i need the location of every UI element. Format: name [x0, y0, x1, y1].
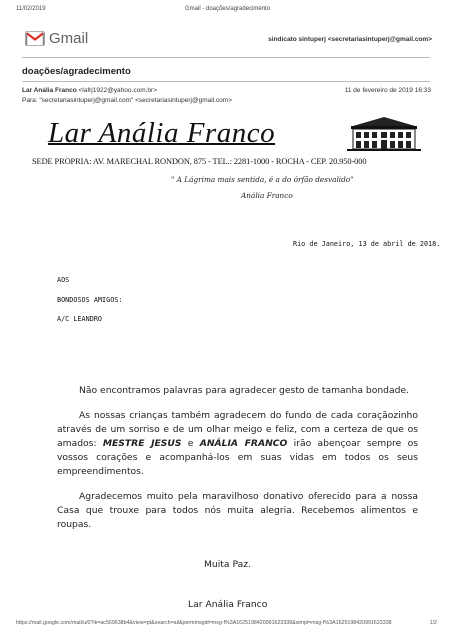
letterhead-motto: " A Lágrima mais sentida, é a do órfão desvalido": [171, 175, 354, 184]
header-divider: [22, 57, 430, 58]
email-date: 11 de fevereiro de 2019 16:33: [344, 87, 431, 94]
sender-line: [22, 87, 157, 94]
addressee-line-3: A/C LEANDRO: [57, 315, 103, 323]
building-logo-icon: [345, 116, 423, 152]
letter-date: Rio de Janeiro, 13 de abril de 2018.: [293, 240, 441, 248]
footer-url[interactable]: https://mail.google.com/mail/u/0?ik=ac569638b4&view=pt&search=all&permmsgid=msg-f%3A1625198420991623338&simpl=msg-f%3A1625198420991623338: [16, 620, 392, 626]
gmail-envelope-icon: [25, 31, 45, 46]
sender-name: Lar Anália Franco: [22, 87, 77, 94]
paragraph-3: Agradecemos muito pela maravilhoso donativo oferecido para a nossa Casa que trouxe para todos nós muita alegria. Recebemos alimentos e roupas.: [57, 491, 418, 530]
paragraph-2-text-b: irão abençoar sempre os vossos corações e acompanhá-los em suas vidas em todos os seus empreendimentos.: [57, 438, 418, 477]
sender-address: <lafrj1922@yahoo.com.br>: [78, 87, 157, 94]
letterhead-title: Lar Anália Franco: [48, 117, 276, 149]
recipient-line: Para: "secretariasintuperj@gmail.com" <secretariasintuperj@gmail.com>: [22, 97, 233, 104]
letter-body: [57, 384, 418, 543]
subject-divider: [22, 81, 430, 82]
footer-page-number: 1/2: [429, 620, 437, 626]
letterhead-address: SEDE PROPRIA: AV. MARECHAL RONDON, 875 - TEL.: 2281-1000 - ROCHA - CEP. 20.950-000: [32, 157, 367, 166]
highlight-mestre-jesus: MESTRE JESUS: [102, 438, 182, 449]
print-title: Gmail - doações/agradecimento: [185, 6, 271, 12]
print-date: 11/02/2019: [16, 6, 46, 12]
addressee-line-2: BONDOSOS AMIGOS:: [57, 296, 123, 304]
paragraph-2: [57, 409, 418, 479]
paragraph-2-text-a: As nossas crianças também agradecem do fundo de cada coraçãozinho através de um sorriso e de um olhar meigo e feliz, com a certeza de que os amados:: [57, 410, 418, 449]
signature: Lar Anália Franco: [188, 599, 268, 610]
gmail-logo[interactable]: [25, 30, 88, 47]
email-subject: doações/agradecimento: [22, 66, 131, 77]
paragraph-2-conjunction: e: [181, 438, 200, 449]
motto-author: Anália Franco: [241, 191, 293, 200]
gmail-wordmark: Gmail: [49, 30, 89, 47]
addressee-line-1: AOS: [57, 276, 70, 284]
highlight-analia-franco: ANÁLIA FRANCO: [199, 438, 288, 449]
account-label: sindicato sintuperj <secretariasintuperj@gmail.com>: [268, 36, 432, 43]
closing: Muita Paz.: [204, 559, 251, 570]
paragraph-1: Não encontramos palavras para agradecer gesto de tamanha bondade.: [79, 385, 410, 396]
